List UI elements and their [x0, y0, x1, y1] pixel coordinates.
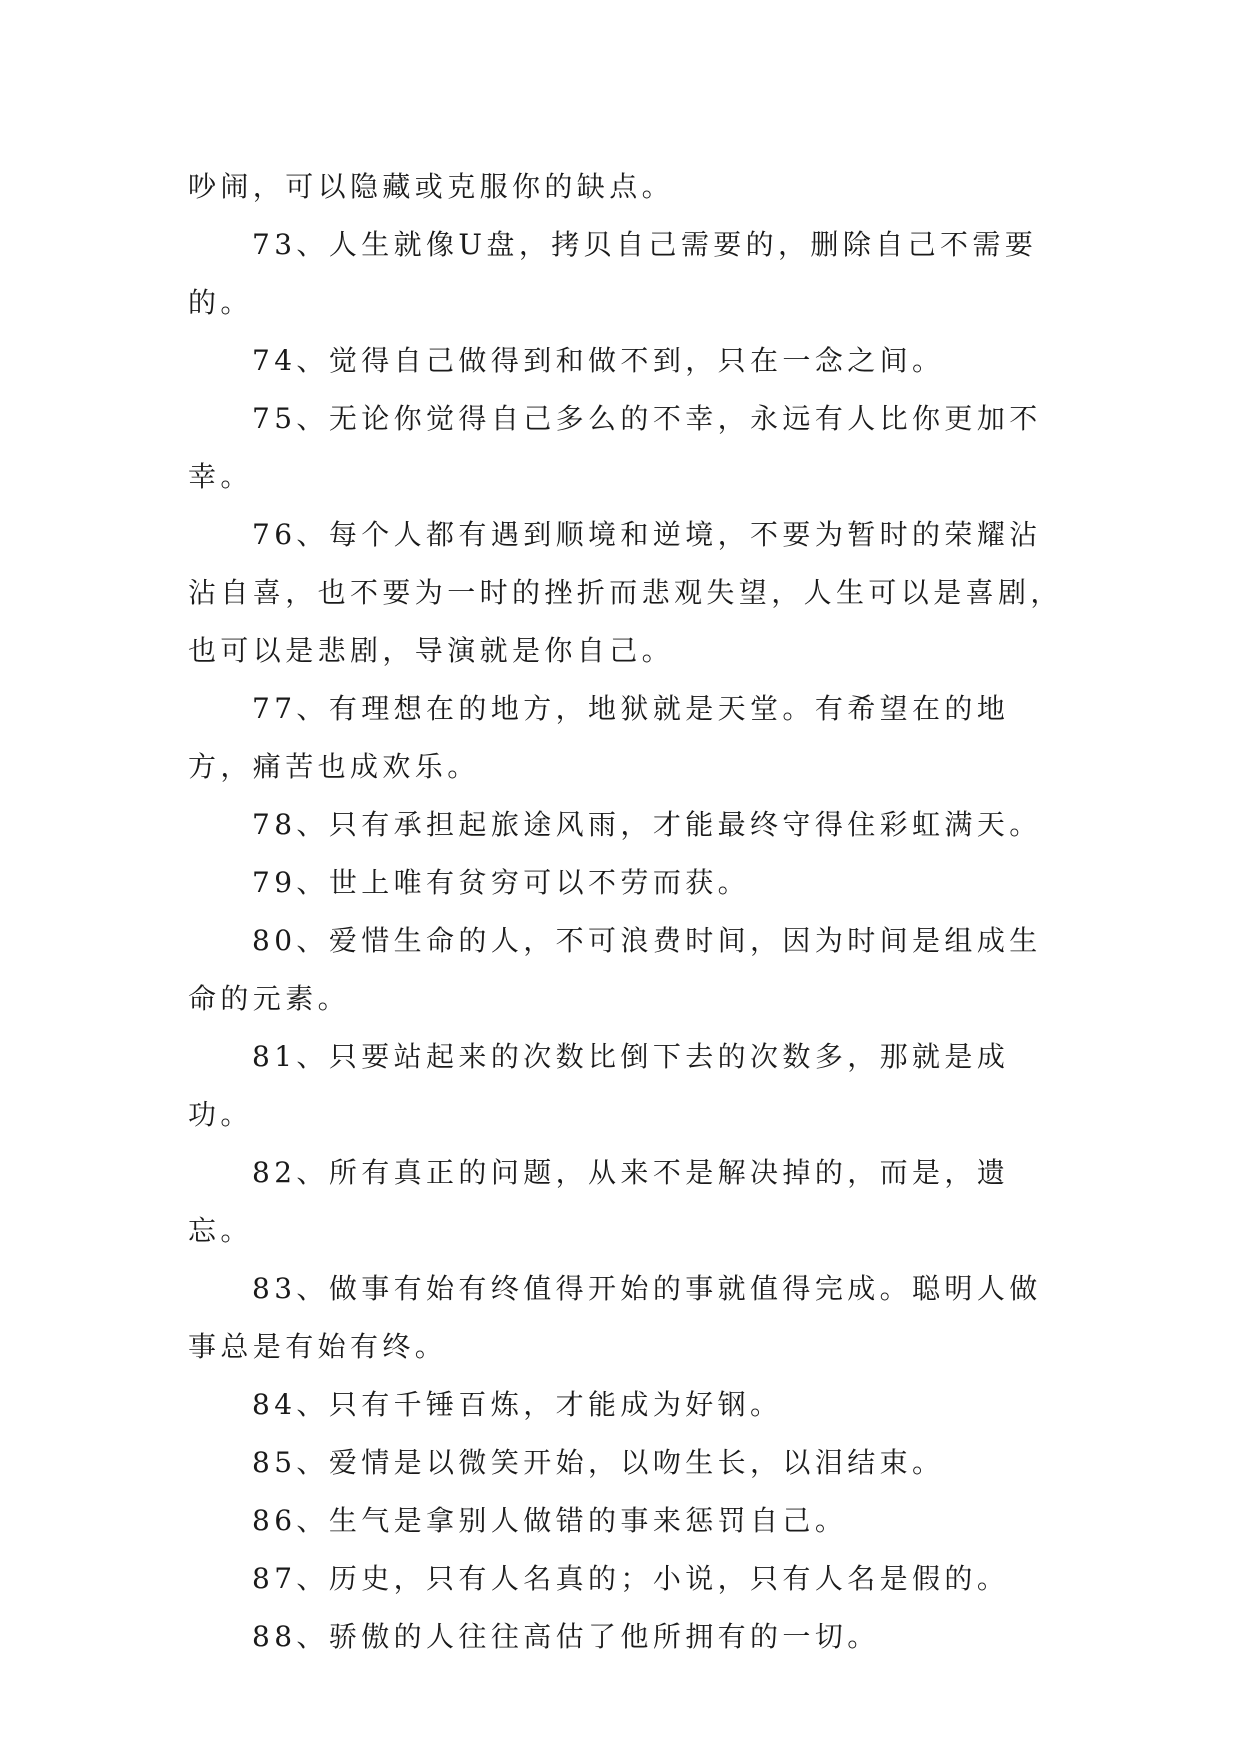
paragraph-81: 81、只要站起来的次数比倒下去的次数多，那就是成功。	[188, 1040, 1010, 1131]
paragraph-73: 73、人生就像U盘，拷贝自己需要的，删除自己不需要的。	[188, 228, 1038, 319]
paragraph-85: 85、爱情是以微笑开始，以吻生长，以泪结束。	[252, 1446, 945, 1479]
paragraph-79: 79、世上唯有贫穷可以不劳而获。	[252, 866, 751, 899]
paragraph-83: 83、做事有始有终值得开始的事就值得完成。聪明人做事总是有始有终。	[188, 1272, 1042, 1363]
paragraph-86: 86、生气是拿别人做错的事来惩罚自己。	[252, 1504, 848, 1537]
paragraph-80: 80、爱惜生命的人，不可浪费时间，因为时间是组成生命的元素。	[188, 924, 1042, 1015]
paragraph-74: 74、觉得自己做得到和做不到，只在一念之间。	[252, 344, 945, 377]
paragraph-continuation: 吵闹，可以隐藏或克服你的缺点。	[188, 170, 675, 203]
paragraph-75: 75、无论你觉得自己多么的不幸，永远有人比你更加不幸。	[188, 402, 1042, 493]
paragraph-78: 78、只有承担起旅途风雨，才能最终守得住彩虹满天。	[252, 808, 1042, 841]
document-body	[188, 158, 1064, 1666]
paragraph-88: 88、骄傲的人往往高估了他所拥有的一切。	[252, 1620, 880, 1653]
paragraph-82: 82、所有真正的问题，从来不是解决掉的，而是，遗忘。	[188, 1156, 1010, 1247]
paragraph-84: 84、只有千锤百炼，才能成为好钢。	[252, 1388, 783, 1421]
paragraph-87: 87、历史，只有人名真的；小说，只有人名是假的。	[252, 1562, 1010, 1595]
paragraph-76: 76、每个人都有遇到顺境和逆境，不要为暂时的荣耀沾沾自喜，也不要为一时的挫折而悲观失望，人生可以是喜剧，也可以是悲剧，导演就是你自己。	[188, 518, 1063, 667]
paragraph-77: 77、有理想在的地方，地狱就是天堂。有希望在的地方，痛苦也成欢乐。	[188, 692, 1010, 783]
